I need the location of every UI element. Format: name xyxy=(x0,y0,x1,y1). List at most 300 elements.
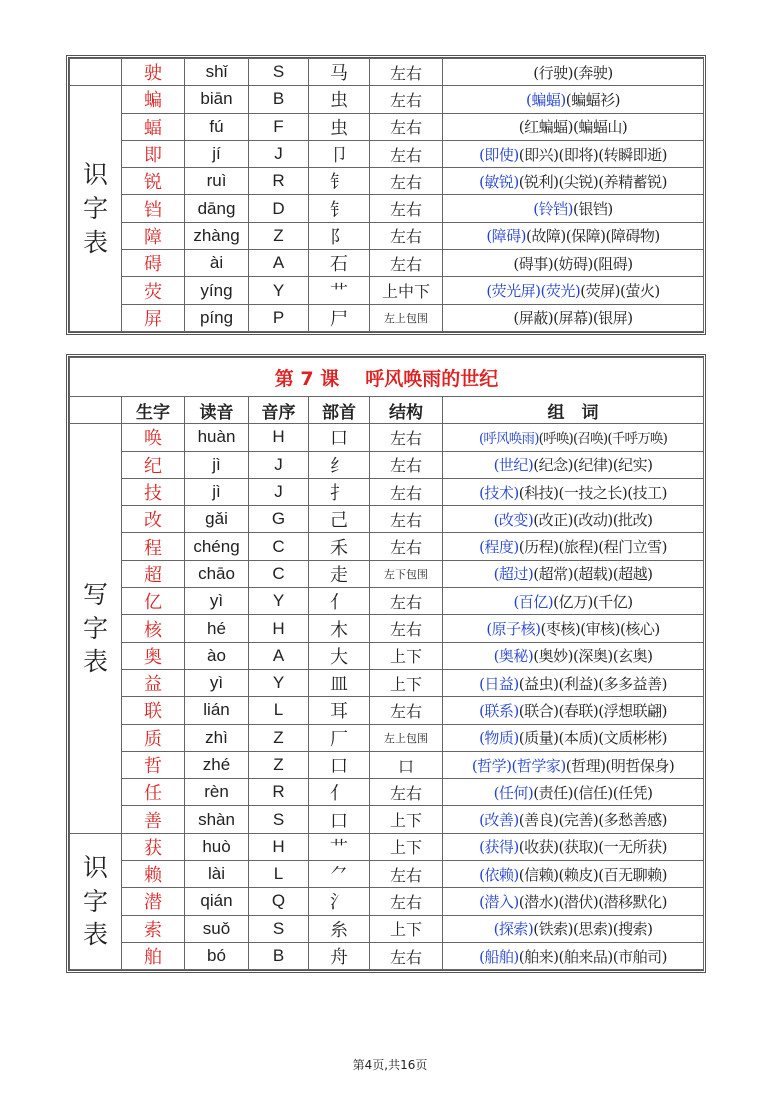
structure-cell: 左下包围 xyxy=(370,560,443,587)
char-cell: 铛 xyxy=(122,195,185,222)
char-cell: 荧 xyxy=(122,277,185,304)
word: (审核) xyxy=(580,620,620,639)
word: (收获) xyxy=(518,838,559,857)
table-row xyxy=(70,779,704,806)
header-words: 组 词 xyxy=(443,397,704,424)
pinyin-cell: suǒ xyxy=(185,915,249,942)
word: (碍事) xyxy=(513,254,554,273)
key-word: (探索) xyxy=(493,920,534,939)
structure-cell: 左右 xyxy=(370,697,443,724)
structure-cell: 上下 xyxy=(370,669,443,696)
radical-cell: 走 xyxy=(309,560,370,587)
table-row xyxy=(70,724,704,751)
char-cell: 蝙 xyxy=(122,86,185,113)
char-cell: 超 xyxy=(122,560,185,587)
order-cell: P xyxy=(249,304,309,331)
key-word: (荧光) xyxy=(540,282,581,301)
table-row xyxy=(70,506,704,533)
pinyin-cell: chāo xyxy=(185,560,249,587)
words-cell xyxy=(443,506,704,533)
radical-cell: 厂 xyxy=(309,724,370,751)
char-cell: 潜 xyxy=(122,888,185,915)
group-label-char: 字 xyxy=(82,613,108,643)
words-cell xyxy=(443,424,704,451)
key-word: (百亿) xyxy=(513,592,554,611)
char-cell: 纪 xyxy=(122,451,185,478)
structure-cell: 左右 xyxy=(370,779,443,806)
radical-cell: ⺈ xyxy=(309,861,370,888)
words-cell xyxy=(443,168,704,195)
char-cell: 锐 xyxy=(122,168,185,195)
table-row xyxy=(70,915,704,942)
table-row xyxy=(70,168,704,195)
structure-cell: 上下 xyxy=(370,833,443,860)
table-row xyxy=(70,697,704,724)
word: (超载) xyxy=(573,565,613,584)
group-label xyxy=(70,86,122,332)
char-cell: 益 xyxy=(122,669,185,696)
radical-cell: 卩 xyxy=(309,140,370,167)
radical-cell: 禾 xyxy=(309,533,370,560)
header-pinyin: 读音 xyxy=(185,397,249,424)
char-cell: 即 xyxy=(122,140,185,167)
table-row xyxy=(70,533,704,560)
group-label xyxy=(70,424,122,833)
structure-cell: 左右 xyxy=(370,451,443,478)
order-cell: S xyxy=(249,806,309,833)
order-cell: D xyxy=(249,195,309,222)
word: (千亿) xyxy=(592,592,633,611)
order-cell: J xyxy=(249,478,309,505)
structure-cell: 上下 xyxy=(370,806,443,833)
key-word: (奥秘) xyxy=(493,647,534,666)
char-cell: 舶 xyxy=(122,942,185,969)
order-cell: H xyxy=(249,615,309,642)
lesson-table xyxy=(66,354,706,973)
structure-cell: 左右 xyxy=(370,942,443,969)
structure-cell: 左右 xyxy=(370,478,443,505)
key-word: (哲学) xyxy=(471,756,512,775)
word: (奔驶) xyxy=(573,63,613,82)
order-cell: R xyxy=(249,779,309,806)
pinyin-cell: chéng xyxy=(185,533,249,560)
lesson-title xyxy=(70,358,704,397)
pinyin-cell: hé xyxy=(185,615,249,642)
radical-cell: 舟 xyxy=(309,942,370,969)
word: (本质) xyxy=(558,729,599,748)
table-row xyxy=(70,588,704,615)
char-cell: 赖 xyxy=(122,861,185,888)
order-cell: J xyxy=(249,140,309,167)
word: (蝙蝠山) xyxy=(573,118,628,137)
word: (屏蔽) xyxy=(513,309,554,328)
order-cell: Q xyxy=(249,888,309,915)
table-row xyxy=(70,861,704,888)
key-word: (依赖) xyxy=(479,865,519,884)
pinyin-cell: zhì xyxy=(185,724,249,751)
order-cell: G xyxy=(249,506,309,533)
radical-cell: 马 xyxy=(309,59,370,86)
group-label xyxy=(70,833,122,969)
structure-cell: 口 xyxy=(370,751,443,778)
table-row xyxy=(70,113,704,140)
order-cell: H xyxy=(249,424,309,451)
group-blank xyxy=(70,59,122,86)
order-cell: Z xyxy=(249,222,309,249)
radical-cell: 虫 xyxy=(309,113,370,140)
word: (玄奥) xyxy=(612,647,653,666)
word: (历程) xyxy=(518,538,559,557)
key-word: (程度) xyxy=(479,538,519,557)
char-cell: 索 xyxy=(122,915,185,942)
header-blank xyxy=(70,397,122,424)
table-row xyxy=(70,451,704,478)
word: (舶来品) xyxy=(558,947,613,966)
key-word: (铃铛) xyxy=(533,200,573,219)
word: (即将) xyxy=(558,145,599,164)
word: (益虫) xyxy=(518,674,559,693)
key-word: (任何) xyxy=(493,783,534,802)
char-cell: 障 xyxy=(122,222,185,249)
order-cell: R xyxy=(249,168,309,195)
structure-cell: 左右 xyxy=(370,86,443,113)
pinyin-cell: gǎi xyxy=(185,506,249,533)
pinyin-cell: qián xyxy=(185,888,249,915)
structure-cell: 上下 xyxy=(370,642,443,669)
char-cell: 任 xyxy=(122,779,185,806)
pinyin-cell: shǐ xyxy=(185,59,249,86)
top-table-body xyxy=(70,59,704,332)
word: (改正) xyxy=(533,510,574,529)
words-cell xyxy=(443,588,704,615)
word: (锐利) xyxy=(518,172,559,191)
group-label-char: 表 xyxy=(82,647,108,677)
char-cell: 技 xyxy=(122,478,185,505)
pinyin-cell: dāng xyxy=(185,195,249,222)
pinyin-cell: ruì xyxy=(185,168,249,195)
radical-cell: 大 xyxy=(309,642,370,669)
word: (百无聊赖) xyxy=(598,865,667,884)
order-cell: B xyxy=(249,86,309,113)
order-cell: A xyxy=(249,642,309,669)
key-word: (即使) xyxy=(479,145,519,164)
order-cell: Y xyxy=(249,588,309,615)
word: (质量) xyxy=(518,729,559,748)
order-cell: H xyxy=(249,833,309,860)
structure-cell: 左右 xyxy=(370,195,443,222)
table-row xyxy=(70,833,704,860)
words-cell xyxy=(443,304,704,331)
header-char: 生字 xyxy=(122,397,185,424)
word: (召唤) xyxy=(573,431,608,448)
group-label-char: 识 xyxy=(82,852,108,882)
char-cell: 碍 xyxy=(122,250,185,277)
order-cell: S xyxy=(249,915,309,942)
word: (任凭) xyxy=(612,783,653,802)
structure-cell: 上下 xyxy=(370,915,443,942)
word: (萤火) xyxy=(619,282,660,301)
word: (呼唤) xyxy=(538,431,574,448)
structure-cell: 左右 xyxy=(370,506,443,533)
words-cell xyxy=(443,222,704,249)
words-cell xyxy=(443,615,704,642)
char-cell: 屏 xyxy=(122,304,185,331)
radical-cell: 糸 xyxy=(309,915,370,942)
key-word: (技术) xyxy=(479,483,519,502)
order-cell: C xyxy=(249,560,309,587)
radical-cell: 艹 xyxy=(309,833,370,860)
pinyin-cell: yì xyxy=(185,669,249,696)
word: (文质彬彬) xyxy=(598,729,667,748)
words-cell xyxy=(443,779,704,806)
words-cell xyxy=(443,751,704,778)
words-cell xyxy=(443,478,704,505)
group-label-char: 识 xyxy=(82,160,108,189)
word: (银屏) xyxy=(592,309,633,328)
table-row xyxy=(70,59,704,86)
word: (思索) xyxy=(573,920,613,939)
lesson-table-body xyxy=(70,358,704,970)
word: (枣核) xyxy=(540,620,581,639)
key-word: (船舶) xyxy=(479,947,519,966)
word: (纪实) xyxy=(612,456,653,475)
radical-cell: 石 xyxy=(309,250,370,277)
table-row xyxy=(70,942,704,969)
word: (春联) xyxy=(558,701,599,720)
word: (铁索) xyxy=(533,920,574,939)
word: (科技) xyxy=(518,483,559,502)
words-cell xyxy=(443,942,704,969)
words-cell xyxy=(443,642,704,669)
radical-cell: 亻 xyxy=(309,588,370,615)
word: (保障) xyxy=(565,227,606,246)
word: (搜索) xyxy=(612,920,653,939)
pinyin-cell: fú xyxy=(185,113,249,140)
key-word: (世纪) xyxy=(493,456,534,475)
pinyin-cell: huàn xyxy=(185,424,249,451)
char-cell: 改 xyxy=(122,506,185,533)
key-word: (联系) xyxy=(479,701,519,720)
word: (红蝙蝠) xyxy=(518,118,573,137)
word: (超越) xyxy=(612,565,653,584)
word: (尖锐) xyxy=(558,172,599,191)
word: (多多益善) xyxy=(598,674,667,693)
pinyin-cell: bó xyxy=(185,942,249,969)
word: (责任) xyxy=(533,783,574,802)
words-cell xyxy=(443,697,704,724)
pinyin-cell: shàn xyxy=(185,806,249,833)
order-cell: S xyxy=(249,59,309,86)
char-cell: 亿 xyxy=(122,588,185,615)
table-row xyxy=(70,86,704,113)
radical-cell: 木 xyxy=(309,615,370,642)
structure-cell: 左右 xyxy=(370,861,443,888)
order-cell: A xyxy=(249,250,309,277)
pinyin-cell: jí xyxy=(185,140,249,167)
word: (奥妙) xyxy=(533,647,574,666)
char-cell: 善 xyxy=(122,806,185,833)
char-cell: 联 xyxy=(122,697,185,724)
word: (善良) xyxy=(518,811,559,830)
pinyin-cell: ào xyxy=(185,642,249,669)
words-cell xyxy=(443,195,704,222)
key-word: (改变) xyxy=(493,510,534,529)
char-cell: 哲 xyxy=(122,751,185,778)
word: (旅程) xyxy=(558,538,599,557)
structure-cell: 左右 xyxy=(370,615,443,642)
word: (超常) xyxy=(533,565,574,584)
key-word: (物质) xyxy=(479,729,519,748)
words-cell xyxy=(443,533,704,560)
group-label-char: 写 xyxy=(82,579,108,609)
order-cell: Y xyxy=(249,669,309,696)
radical-cell: 耳 xyxy=(309,697,370,724)
radical-cell: 口 xyxy=(309,751,370,778)
word: (屏幕) xyxy=(553,309,593,328)
radical-cell: 虫 xyxy=(309,86,370,113)
word: (养精蓄锐) xyxy=(598,172,667,191)
word: (信任) xyxy=(573,783,613,802)
order-cell: Y xyxy=(249,277,309,304)
key-word: (原子核) xyxy=(486,620,541,639)
pinyin-cell: jì xyxy=(185,478,249,505)
words-cell xyxy=(443,250,704,277)
key-word: (获得) xyxy=(479,838,519,857)
word: (哲理) xyxy=(565,756,606,775)
order-cell: B xyxy=(249,942,309,969)
pinyin-cell: ài xyxy=(185,250,249,277)
char-cell: 获 xyxy=(122,833,185,860)
group-label-char: 字 xyxy=(82,886,108,916)
table-row xyxy=(70,250,704,277)
table-row xyxy=(70,304,704,331)
word: (纪念) xyxy=(533,456,574,475)
header-radical: 部首 xyxy=(309,397,370,424)
key-word: (改善) xyxy=(479,811,519,830)
char-cell: 蝠 xyxy=(122,113,185,140)
radical-cell: 钅 xyxy=(309,195,370,222)
table-row xyxy=(70,669,704,696)
word: (市舶司) xyxy=(612,947,667,966)
pinyin-cell: zhé xyxy=(185,751,249,778)
order-cell: L xyxy=(249,697,309,724)
pinyin-cell: yíng xyxy=(185,277,249,304)
words-cell xyxy=(443,113,704,140)
words-cell xyxy=(443,86,704,113)
structure-cell: 左上包围 xyxy=(370,724,443,751)
word: (阻碍) xyxy=(592,254,633,273)
words-cell xyxy=(443,277,704,304)
group-label-char: 表 xyxy=(82,227,108,257)
radical-cell: 口 xyxy=(309,806,370,833)
word: (获取) xyxy=(558,838,599,857)
word: (批改) xyxy=(612,510,653,529)
pinyin-cell: huò xyxy=(185,833,249,860)
structure-cell: 左右 xyxy=(370,588,443,615)
word: (一无所获) xyxy=(598,838,667,857)
pinyin-cell: lián xyxy=(185,697,249,724)
word: (改动) xyxy=(573,510,613,529)
word: (潜水) xyxy=(518,892,559,911)
char-cell: 驶 xyxy=(122,59,185,86)
table-row xyxy=(70,222,704,249)
lesson-name: 呼风唤雨的世纪 xyxy=(365,367,499,390)
words-cell xyxy=(443,833,704,860)
word: (千呼万唤) xyxy=(607,431,668,448)
word: (明哲保身) xyxy=(605,756,675,775)
structure-cell: 上中下 xyxy=(370,277,443,304)
pinyin-cell: yì xyxy=(185,588,249,615)
words-cell xyxy=(443,669,704,696)
words-cell xyxy=(443,806,704,833)
word: (多愁善感) xyxy=(598,811,667,830)
word: (亿万) xyxy=(553,592,593,611)
radical-cell: 纟 xyxy=(309,451,370,478)
structure-cell: 左右 xyxy=(370,168,443,195)
table-row xyxy=(70,751,704,778)
word: (转瞬即逝) xyxy=(598,145,667,164)
table-row xyxy=(70,560,704,587)
words-cell xyxy=(443,560,704,587)
key-word: (哲学家) xyxy=(511,756,566,775)
structure-cell: 左右 xyxy=(370,424,443,451)
table-row xyxy=(70,806,704,833)
word: (银铛) xyxy=(573,200,613,219)
radical-cell: 亻 xyxy=(309,779,370,806)
structure-cell: 左右 xyxy=(370,140,443,167)
word: (荧屏) xyxy=(580,282,620,301)
page-footer: 第4页,共16页 xyxy=(352,1058,428,1072)
char-cell: 奥 xyxy=(122,642,185,669)
key-word: (敏锐) xyxy=(479,172,519,191)
key-word: (蝙蝠) xyxy=(526,90,566,109)
words-cell xyxy=(443,888,704,915)
order-cell: C xyxy=(249,533,309,560)
structure-cell: 左右 xyxy=(370,250,443,277)
structure-cell: 左上包围 xyxy=(370,304,443,331)
word: (故障) xyxy=(526,227,566,246)
word: (一技之长) xyxy=(558,483,628,502)
words-cell xyxy=(443,451,704,478)
structure-cell: 左右 xyxy=(370,113,443,140)
table-row xyxy=(70,888,704,915)
radical-cell: 口 xyxy=(309,424,370,451)
top-table xyxy=(66,55,706,335)
radical-cell: 皿 xyxy=(309,669,370,696)
word: (蝙蝠衫) xyxy=(565,90,620,109)
group-label-char: 字 xyxy=(82,193,108,223)
header-structure: 结构 xyxy=(370,397,443,424)
pinyin-cell: píng xyxy=(185,304,249,331)
word: (障碍物) xyxy=(605,227,660,246)
header-order: 音序 xyxy=(249,397,309,424)
key-word: (日益) xyxy=(479,674,519,693)
key-word: (呼风唤雨) xyxy=(478,431,539,448)
structure-cell: 左右 xyxy=(370,59,443,86)
order-cell: L xyxy=(249,861,309,888)
pinyin-cell: rèn xyxy=(185,779,249,806)
word: (即兴) xyxy=(518,145,559,164)
words-cell xyxy=(443,140,704,167)
lesson-number: 第 7 课 xyxy=(274,367,340,390)
word: (浮想联翩) xyxy=(598,701,667,720)
word: (行驶) xyxy=(533,63,573,82)
radical-cell: 钅 xyxy=(309,168,370,195)
pinyin-cell: lài xyxy=(185,861,249,888)
word: (联合) xyxy=(518,701,559,720)
radical-cell: 氵 xyxy=(309,888,370,915)
char-cell: 质 xyxy=(122,724,185,751)
